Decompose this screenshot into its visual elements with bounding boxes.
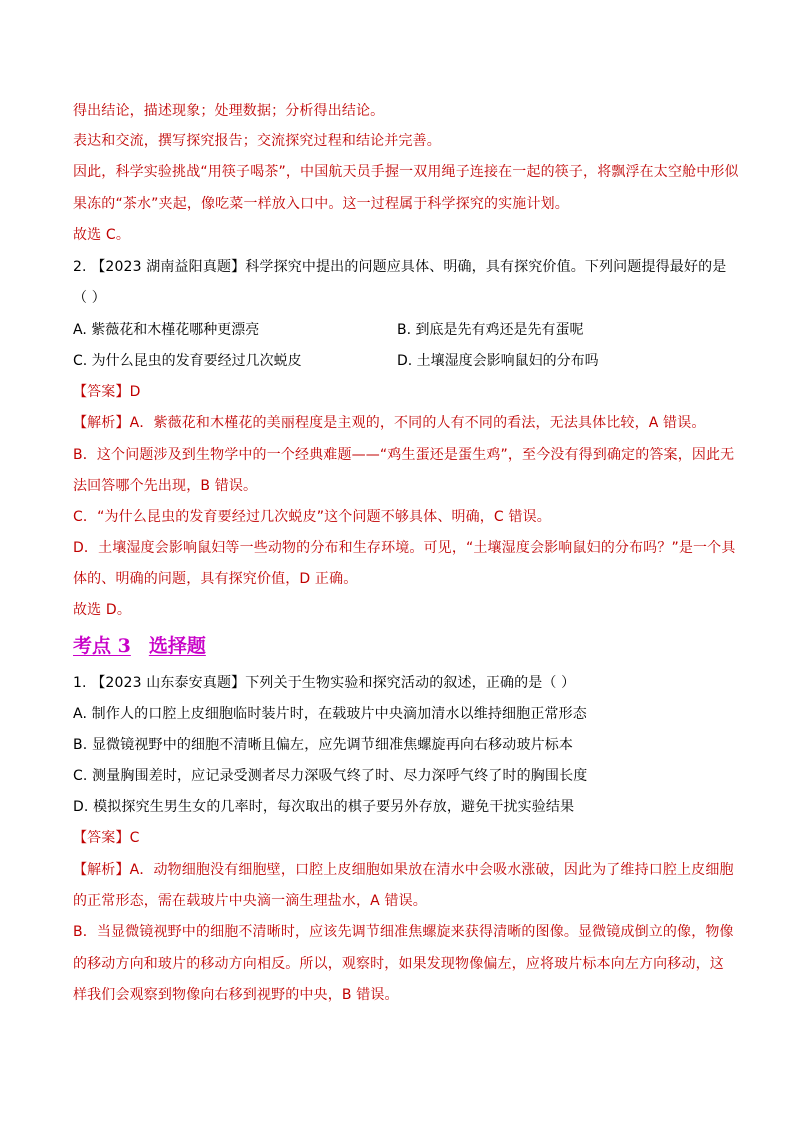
answer-label: 【答案】C: [73, 830, 140, 846]
question-stem: 2. 【2023 湖南益阳真题】科学探究中提出的问题应具体、明确，具有探究价值。下列问题提得最好的是: [73, 259, 727, 275]
analysis-line: 【解析】A．动物细胞没有细胞壁，口腔上皮细胞如果放在清水中会吸水涨破，因此为了维持口腔上皮细胞: [73, 862, 734, 878]
analysis-line: C．“为什么昆虫的发育要经过几次蜕皮”这个问题不够具体、明确，C 错误。: [73, 509, 551, 525]
analysis-line: 的移动方向和玻片的移动方向相反。所以，观察时，如果发现物像偏左，应将玻片标本向左方向移动，这: [73, 956, 724, 972]
text-line: 因此，科学实验挑战“用筷子喝茶”，中国航天员手握一双用绳子连接在一起的筷子，将飘浮在太空舱中形似: [73, 164, 739, 180]
question-stem: 1. 【2023 山东泰安真题】下列关于生物实验和探究活动的叙述，正确的是（ ）: [73, 675, 576, 691]
option-a: A. 紫薇花和木槿花哪种更漂亮: [73, 322, 260, 338]
section-label: 考点 3: [73, 635, 131, 657]
analysis-line: 体的、明确的问题，具有探究价值，D 正确。: [73, 571, 358, 587]
option-a: A. 制作人的口腔上皮细胞临时装片时，在载玻片中央滴加清水以维持细胞正常形态: [73, 706, 587, 722]
option-d: D. 模拟探究生男生女的几率时，每次取出的棋子要另外存放，避免干扰实验结果: [73, 799, 575, 815]
option-b: B. 显微镜视野中的细胞不清晰且偏左，应先调节细准焦螺旋再向右移动玻片标本: [73, 737, 574, 753]
analysis-line: 【解析】A．紫薇花和木槿花的美丽程度是主观的，不同的人有不同的看法，无法具体比较，A 错误。: [73, 415, 706, 431]
analysis-line: 法回答哪个先出现，B 错误。: [73, 478, 258, 494]
option-c: C. 为什么昆虫的发育要经过几次蜕皮: [73, 353, 302, 369]
text-line: 果冻的“茶水”夹起，像吃菜一样放入口中。这一过程属于科学探究的实施计划。: [73, 196, 569, 212]
option-d: D. 土壤湿度会影响鼠妇的分布吗: [397, 353, 599, 369]
analysis-line: B．这个问题涉及到生物学中的一个经典难题——“鸡生蛋还是蛋生鸡”，至今没有得到确定的答案，因此无: [73, 447, 735, 463]
analysis-line: D．土壤湿度会影响鼠妇等一些动物的分布和生存环境。可见，“土壤湿度会影响鼠妇的分布吗？”是一个具: [73, 540, 736, 556]
answer-paren: （ ）: [73, 290, 106, 306]
conclusion-line: 故选 D。: [73, 602, 131, 618]
text-line: 故选 C。: [73, 227, 130, 243]
answer-label: 【答案】D: [73, 384, 141, 400]
section-heading: [73, 633, 206, 659]
analysis-line: 的正常形态，需在载玻片中央滴一滴生理盐水，A 错误。: [73, 893, 427, 909]
option-c: C. 测量胸围差时，应记录受测者尽力深吸气终了时、尽力深呼气终了时的胸围长度: [73, 768, 588, 784]
option-b: B. 到底是先有鸡还是先有蛋呢: [397, 322, 584, 338]
text-line: 得出结论，描述现象；处理数据；分析得出结论。: [73, 103, 385, 119]
analysis-line: 样我们会观察到物像向右移到视野的中央，B 错误。: [73, 987, 399, 1003]
analysis-line: B．当显微镜视野中的细胞不清晰时，应该先调节细准焦螺旋来获得清晰的图像。显微镜成倒立的像，物像: [73, 924, 734, 940]
text-line: 表达和交流，撰写探究报告；交流探究过程和结论并完善。: [73, 133, 441, 149]
section-title: 选择题: [148, 635, 206, 657]
